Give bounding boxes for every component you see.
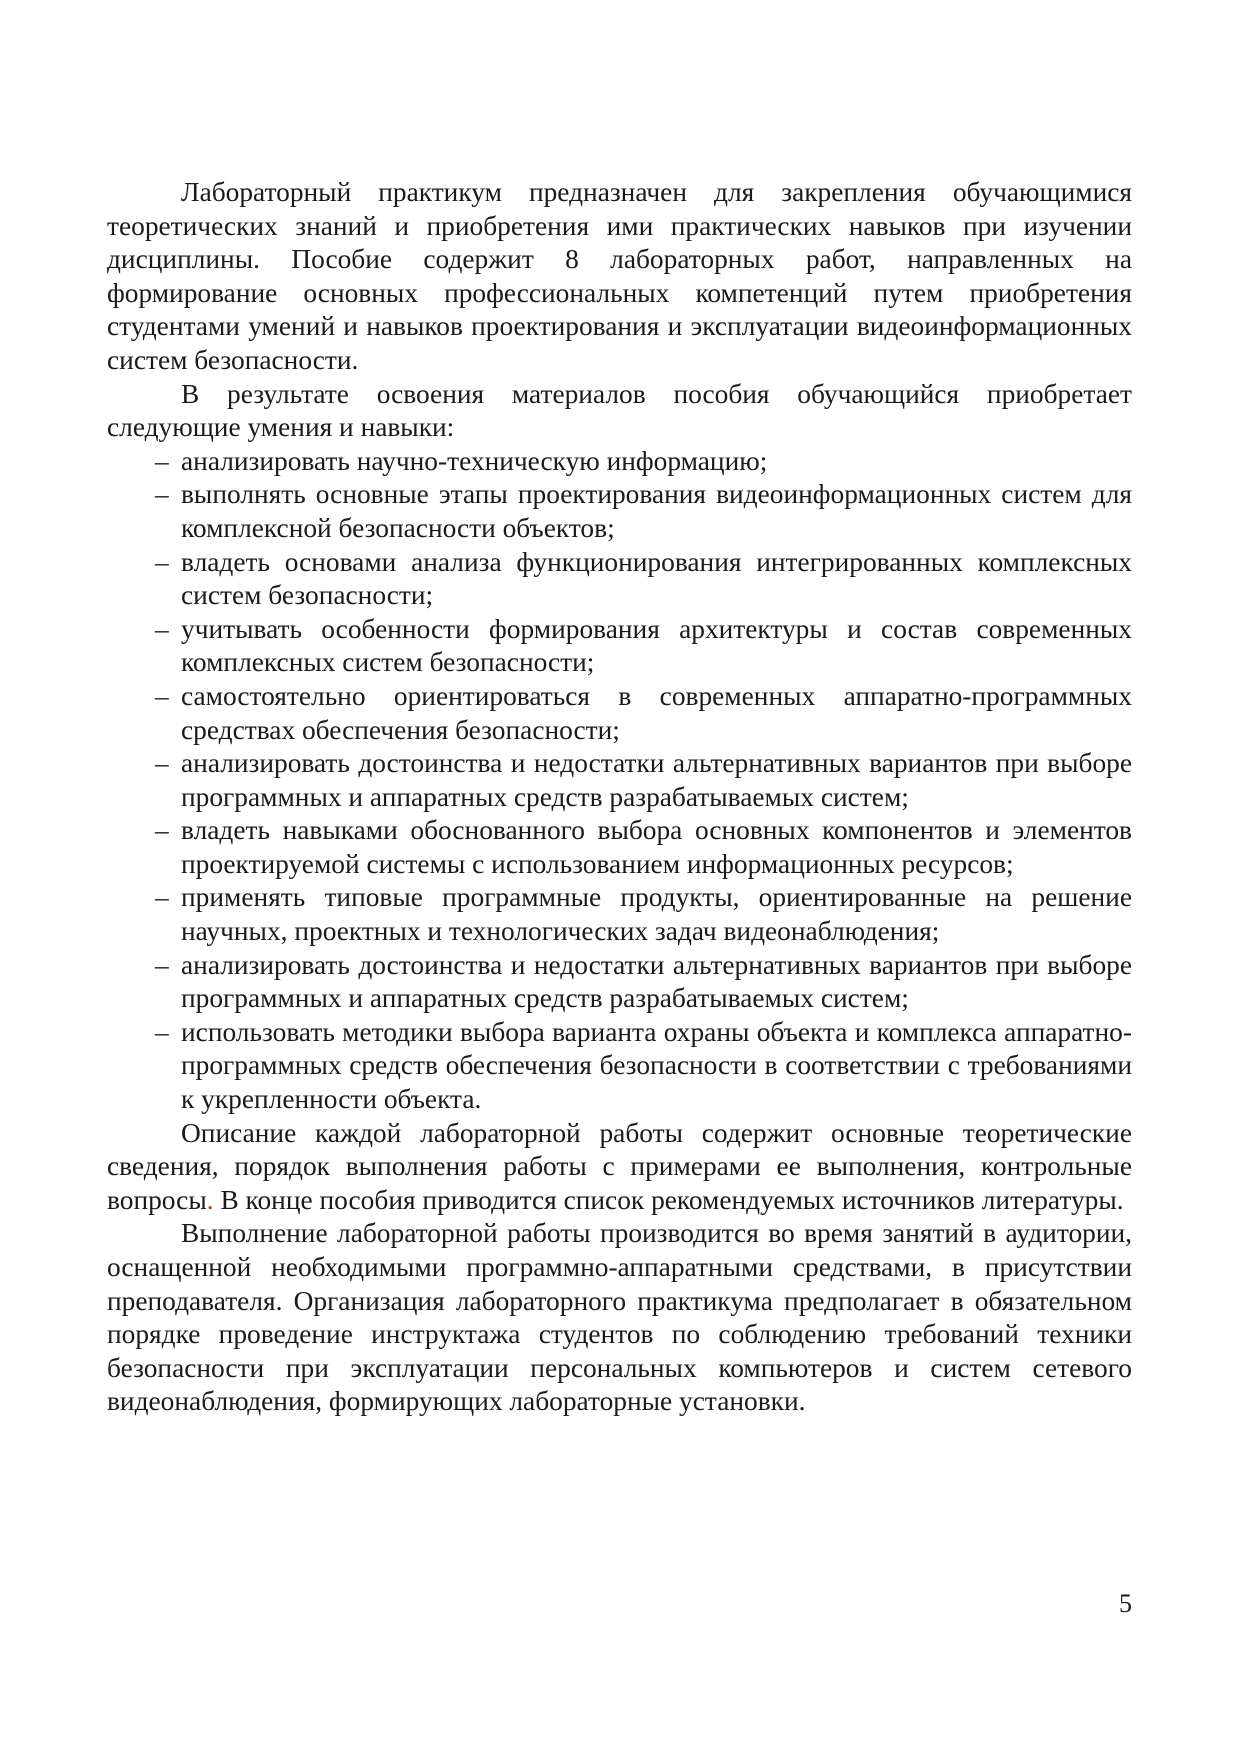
list-item (107, 546, 1132, 613)
page-number: 5 (1119, 1589, 1132, 1618)
list-item (107, 1016, 1132, 1117)
page-body (107, 176, 1132, 1419)
description-paragraph (107, 1117, 1132, 1218)
list-item (107, 613, 1132, 680)
list-item (107, 949, 1132, 1016)
list-item-text: анализировать достоинства и недостатки альтернативных вариантов при выборе программных и аппаратных средств разрабатываемых систем; (181, 748, 1132, 812)
bullet-dash: – (155, 748, 169, 779)
list-item-text: выполнять основные этапы проектирования видеоинформационных систем для комплексной безопасности объектов; (181, 479, 1132, 543)
procedure-paragraph: Выполнение лабораторной работы производится во время занятий в аудитории, оснащенной необходимыми программно-аппаратными средствами, в присутствии преподавателя. Организация лабораторного практикума предполагает в обязательном порядке проведение инструктажа студентов по соблюдению требований техники безопасности при эксплуатации персональных компьютеров и систем сетевого видеонаблюдения, формирующих лабораторные установки. (107, 1218, 1132, 1417)
skills-list (107, 445, 1132, 1117)
bullet-dash: – (155, 680, 169, 711)
list-item-text: использовать методики выбора варианта охраны объекта и комплекса аппаратно-программных средств обеспечения безопасности в соответствии с требованиями к укрепленности объекта. (181, 1016, 1132, 1115)
bullet-dash: – (155, 479, 169, 510)
description-text-part2: В конце пособия приводится список рекомендуемых источников литературы. (213, 1184, 1124, 1215)
list-item (107, 747, 1132, 814)
list-item (107, 478, 1132, 545)
list-item-text: анализировать научно-техническую информацию; (181, 445, 768, 476)
description-text-part1: Описание каждой лабораторной работы содержит основные теоретические сведения, порядок выполнения работы с примерами ее выполнения, контрольные вопросы (107, 1117, 1132, 1215)
bullet-dash: – (155, 613, 169, 644)
intro-paragraph: Лабораторный практикум предназначен для закрепления обучающимися теоретических знаний и приобретения ими практических навыков при изучении дисциплины. Пособие содержит 8 лабораторных работ, направленных на формирование основных профессиональных компетенций путем приобретения студентами умений и навыков проектирования и эксплуатации видеоинформационных систем безопасности. (107, 177, 1132, 375)
list-item (107, 814, 1132, 881)
list-item-text: анализировать достоинства и недостатки альтернативных вариантов при выборе программных и аппаратных средств разрабатываемых систем; (181, 949, 1132, 1014)
list-item-text: самостоятельно ориентироваться в современных аппаратно-программных средствах обеспечения безопасности; (181, 680, 1132, 745)
bullet-dash: – (155, 546, 169, 577)
bullet-dash: – (155, 949, 169, 980)
bullet-dash: – (155, 882, 169, 913)
bullet-dash: – (155, 1016, 169, 1047)
list-item-text: учитывать особенности формирования архитектуры и состав современных комплексных систем безопасности; (181, 613, 1132, 678)
list-item-text: владеть навыками обоснованного выбора основных компонентов и элементов проектируемой системы с использованием информационных ресурсов; (181, 815, 1132, 879)
list-item-text: применять типовые программные продукты, ориентированные на решение научных, проектных и технологических задач видеонаблюдения; (181, 882, 1132, 947)
description-period: . (206, 1184, 214, 1215)
list-item (107, 881, 1132, 948)
skills-intro-paragraph: В результате освоения материалов пособия обучающийся приобретает следующие умения и навыки: (107, 378, 1132, 443)
list-item-text: владеть основами анализа функционирования интегрированных комплексных систем безопасности; (181, 546, 1132, 611)
bullet-dash: – (155, 445, 169, 476)
list-item (107, 680, 1132, 747)
bullet-dash: – (155, 815, 169, 846)
list-item (107, 445, 1132, 479)
